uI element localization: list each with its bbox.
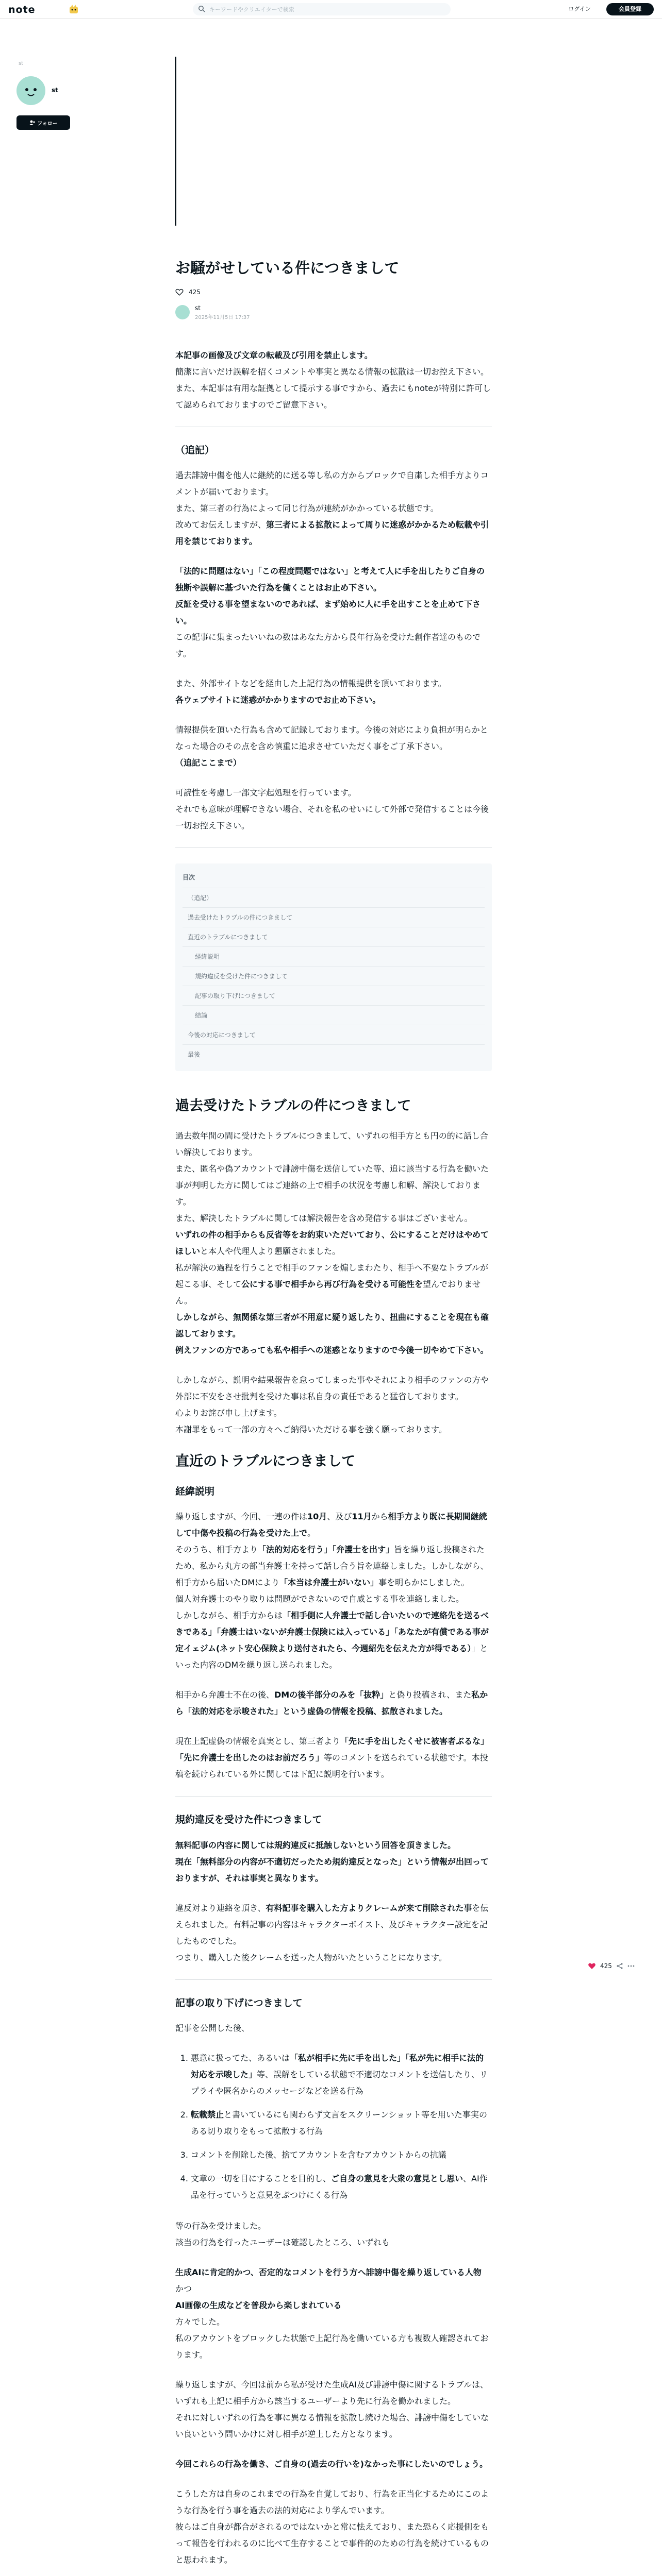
- bold-text: しかしながら、無関係な第三者が不用意に疑り返したり、扭曲にすることを現在も確認しております。: [175, 1312, 489, 1339]
- text-line: [175, 675, 492, 692]
- addendum-paragraph-4: [175, 722, 492, 771]
- toc-item[interactable]: 経緯説明: [183, 946, 485, 966]
- toc-heading[interactable]: 目次: [183, 873, 195, 881]
- text: 等、誤解をしている状態で不適切なコメントを送信したり、リプライや匿名からのメッセージなどを送る行為: [191, 2070, 488, 2096]
- section-heading: 過去受けたトラブルの件につきまして: [175, 1097, 411, 1114]
- heart-filled-icon[interactable]: [588, 1962, 596, 1970]
- text: 改めてお伝えしますが、: [175, 519, 267, 530]
- list-item: [191, 2147, 492, 2163]
- site-header: [0, 0, 662, 19]
- text-line: [175, 801, 492, 834]
- text-line: [175, 500, 492, 517]
- bold-text: 公にすることだけはやめてほしい: [175, 1230, 489, 1257]
- bold-text: 相手方より既に長期間継続して中傷や投稿の行為を受けた上で: [175, 1512, 487, 1538]
- text-line: [175, 2519, 492, 2568]
- share-icon[interactable]: [616, 1962, 623, 1970]
- bold-text: 私から「法的対応を示唆された」という虚偽の情報を投稿、拡散されました。: [175, 1690, 488, 1717]
- text-line: [175, 517, 492, 550]
- text-line: [175, 2314, 492, 2330]
- text-line: [175, 2393, 492, 2410]
- section-paragraph: [175, 2377, 492, 2443]
- toc-item[interactable]: 最後: [183, 1044, 485, 1064]
- text-line: [175, 2330, 492, 2363]
- text: 彼らはご自身が都合がされるのではないかと常に怯えており、また恐らく応援側をもって報告を行われるのに比べて生存することで事件的のための行為を続けているものと思われます。: [175, 2522, 489, 2565]
- section-paragraph: 記事を公開した後、: [175, 2023, 250, 2033]
- text-line: [175, 692, 492, 708]
- subsection-heading: 経緯説明: [175, 1485, 215, 1497]
- note-logo[interactable]: note: [8, 4, 36, 15]
- text-line: [175, 1541, 492, 1591]
- addendum-paragraph-2: [175, 563, 492, 662]
- section-paragraph: [175, 1372, 492, 1438]
- text-line: [175, 1405, 492, 1421]
- text-line: [175, 1837, 492, 1854]
- text: また、解決したトラブルに関しては解決報告を含め発信する事はございません。: [175, 1213, 473, 1224]
- text: 文章の一切を目にすることを目的し、: [191, 2174, 332, 2184]
- profile-id: st: [19, 61, 24, 66]
- text: それでも意味が理解できない場合、それを私のせいにして外部で発信することは今後一切お控え下さい。: [175, 804, 489, 831]
- user-plus-icon: [29, 120, 35, 126]
- text: 簡潔に言いだけ誤解を招くコメントや事実と異なる情報の拡散は一切お控え下さい。: [175, 366, 489, 377]
- text: 繰り返しますが、今回は前から私が受けた生成AI及び誹謗中傷に関するトラブルは、: [175, 2380, 489, 2390]
- likes-row: [175, 288, 492, 296]
- text: 私が解決の過程を行うことで相手のファンを煽しまわたり、相手へ不要なトラブルが起こる事、そして: [175, 1263, 489, 1290]
- addendum-paragraph-3: [175, 675, 492, 708]
- text: を伝えられました。有料記事の内容はキャラクターボイスト、及びキャラクター設定を記したものでした。: [175, 1903, 489, 1946]
- text: しかしながら、相手方からは: [175, 1611, 283, 1621]
- text: 旨を繰り返し投稿されたため、私から丸方の部当弁護士を持って話し合う旨を連絡しました。しかしながら、相手方から届いたDMにより: [175, 1545, 489, 1588]
- text: 望んでおりません。: [175, 1279, 481, 1306]
- bold-text: 「相手側に人弁護士で話し合いたいので連絡先を送るべきである」「弁護士はいないが弁護士保険には入っている」「あなたが有償である事が定イェジム(ネット安心保険より送付されたら、今週紹先を伝えた方が得である）: [175, 1611, 489, 1654]
- text: 、AI作品を行っていうと意見をぶつけにくる行為: [191, 2174, 488, 2200]
- addendum-paragraph: [175, 467, 492, 550]
- section-paragraph: [175, 1837, 492, 1887]
- text: こうした方は自身のこれまでの行為を自覚しており、行為を正当化するためにこのような行為を行う事を過去の法的対応により学んでいます。: [175, 2489, 489, 2516]
- bold-text: 各ウェブサイトに迷惑がかかりますのでお止め下さい。: [175, 694, 381, 705]
- author-avatar[interactable]: [175, 305, 190, 319]
- text: また、外部サイトなどを経由した上記行為の情報提供を頂いております。: [175, 678, 446, 688]
- text-line: [175, 1509, 492, 1541]
- text: 事を明らかにしました。: [378, 1578, 470, 1588]
- text-line: [175, 2218, 492, 2234]
- divider: [175, 1796, 492, 1797]
- text-line: [175, 1421, 492, 1438]
- text: また、匿名や偽アカウントで誹謗中傷を送信していた等、追に該当する行為を働いた事が判明した方に関してはご連絡の上で相手の状況を考慮し和解、解決しております。: [175, 1164, 489, 1207]
- author-row: [175, 304, 492, 320]
- bold-text: 「法的に問題はない」「この程度問題ではない」と考えて人に手を出したりご自身の独断や誤解に基づいた行為を働くことはお止め下さい。: [175, 566, 485, 592]
- bold-text: 11月: [352, 1512, 372, 1522]
- closing-paragraph: [175, 785, 492, 834]
- follow-button[interactable]: [16, 115, 70, 130]
- text-line: [175, 1607, 492, 1673]
- text: 過去数年間の間に受けたトラブルにつきまして、いずれの相手方とも円の的に話し合い解決しております。: [175, 1131, 488, 1158]
- section-paragraph: [175, 1733, 492, 1783]
- text: 」といった内容のDMを繰り返し送られました。: [175, 1643, 488, 1670]
- text-line: [175, 1309, 492, 1342]
- text: 繰り返しますが、今回、一連の件は: [175, 1512, 308, 1522]
- text: かつ: [175, 2284, 192, 2294]
- bold-text: 転載禁止: [191, 2110, 224, 2120]
- heart-icon[interactable]: [175, 288, 184, 296]
- text-line: [175, 1900, 492, 1950]
- text: そのうち、相手方より: [175, 1545, 258, 1555]
- text-line: [175, 1854, 492, 1887]
- like-count: 425: [189, 288, 201, 296]
- profile-name[interactable]: st: [52, 87, 58, 94]
- search-icon: [198, 5, 205, 12]
- divider: [175, 1979, 492, 1980]
- article-title: お騒がせしている件につきまして: [175, 259, 400, 277]
- text-line: [175, 1950, 492, 1966]
- bold-text: 「本当は弁護士がいない」: [279, 1578, 379, 1588]
- text-line: [175, 755, 492, 771]
- text: また、本記事は有用な証拠として提示する事ですから、過去にもnoteが特別に許可して認められておりますのでご留意下さい。: [175, 383, 491, 410]
- text-line: [175, 1687, 492, 1720]
- bold-text: 本記事の画像及び文章の転載及び引用を禁止します。: [175, 350, 373, 360]
- text-line: [175, 629, 492, 662]
- cover-divider: [175, 57, 176, 226]
- text-line: [175, 1733, 492, 1783]
- search-input[interactable]: [209, 5, 441, 14]
- toc-item[interactable]: 過去受けたトラブルの件につきまして: [183, 907, 485, 927]
- text-line: [175, 2456, 492, 2472]
- bold-text: 第三者による拡散によって周りに迷惑がかかるため転載や引用を禁じております。: [175, 519, 489, 546]
- text-line: [175, 563, 492, 596]
- toc-item[interactable]: 規約違反を受けた件につきまして: [183, 966, 485, 986]
- table-of-contents: [175, 863, 492, 1071]
- bold-text: 「先に手を出したくせに被害者ぶるな」「先に弁護士を出したのはお前だろう」: [175, 1736, 489, 1763]
- text: つまり、購入した後クレームを送った人物がいたということになります。: [175, 1952, 447, 1962]
- toc-item[interactable]: 今後の対応につきまして: [183, 1025, 485, 1044]
- bold-text: ご自身の意見を大衆の意見とし思い: [331, 2174, 464, 2184]
- text: コメントを削除した後、捨てアカウントを含むアカウントからの抗議: [191, 2150, 446, 2160]
- subsection-heading: 規約違反を受けた件につきまして: [175, 1814, 322, 1826]
- subsection-heading: 記事の取り下げにつきまして: [175, 1997, 303, 2009]
- text-line: [175, 467, 492, 500]
- text: 過去誹謗中傷を他人に継続的に送る等し私の方からブロックで自粛した相手方よりコメントが届いております。: [175, 470, 489, 497]
- bold-text: 現在「無料部分の内容が不適切だったため規約違反となった」という情報が出回っておりますが、それは事実と異なります。: [175, 1856, 489, 1883]
- bold-text: 生成AIに肯定的かつ、否定的なコメントを行う方へ誹謗中傷を繰り返している人物: [175, 2267, 482, 2278]
- bold-text: いずれの件の相手からも反省等をお約束いただいており、: [175, 1230, 390, 1240]
- text: 情報提供を頂いた行為も含めて記録しております。今後の対応により負担が明らかとなった場合のその点を含め慎重に追求させていただく事をご了承下さい。: [175, 724, 488, 751]
- floating-like-count: 425: [600, 1962, 612, 1970]
- section-paragraph: [175, 2486, 492, 2568]
- bold-text: 反証を受ける事を望まないのであれば、まず始めに人に手を出すことを止めて下さい。: [175, 599, 481, 625]
- text-line: [175, 2264, 492, 2281]
- text-line: [175, 1260, 492, 1309]
- toc-item[interactable]: 直近のトラブルにつきまして: [183, 927, 485, 946]
- login-button[interactable]: ログイン: [568, 6, 591, 12]
- text: 等のコメントを送られている状態です。本投稿を続けられている外に関しては下記に説明を行います。: [175, 1753, 488, 1780]
- section-heading: 直近のトラブルにつきまして: [175, 1453, 356, 1470]
- text-line: [175, 722, 492, 755]
- text: 該当の行為を行ったユーザーは確認したところ、いずれも: [175, 2238, 390, 2248]
- publish-date: 2025年11月5日 17:37: [195, 314, 250, 320]
- text: それに対しいずれの行為を事に異なる情報を拡散し続けた場合、誹謗中傷をしていない良いという問いかけに対し相手が逆上した方となります。: [175, 2413, 489, 2439]
- toc-item[interactable]: 結論: [183, 1005, 485, 1025]
- text-line: [175, 380, 492, 413]
- text-line: [175, 596, 492, 629]
- notice-paragraph: [175, 347, 492, 413]
- bold-text: 今回これらの行為を働き、ご自身の(過去の行いを)なかった事にしたいのでしょう。: [175, 2459, 488, 2469]
- text-line: [175, 2234, 492, 2251]
- list-item: [191, 2050, 492, 2099]
- list-item: [191, 2107, 492, 2140]
- text: 。: [307, 1528, 316, 1538]
- text: と本人や代理人より懇願されました。: [200, 1246, 341, 1257]
- section-paragraph: [175, 2264, 492, 2363]
- list-item: [191, 2171, 492, 2204]
- follow-label: フォロー: [37, 121, 58, 127]
- text: 現在上記虚偽の情報を真実とし、第三者より: [175, 1736, 341, 1747]
- text: 本謝罪をもって一部の方々へご納得いただける事を強く願っております。: [175, 1425, 447, 1435]
- text-line: [175, 1372, 492, 1405]
- text-line: [175, 2377, 492, 2393]
- text: 私のアカウントをブロックした状態で上記行為を働いている方も複数人確認されております。: [175, 2333, 489, 2360]
- section-paragraph: [175, 1128, 492, 1359]
- bold-text: （追記ここまで）: [175, 757, 242, 768]
- bold-text: 「法的対応を行う」「弁護士を出す」: [258, 1545, 394, 1555]
- text: 悪意に扱ってた、あるいは: [191, 2053, 290, 2063]
- text: また、第三者の行為によって同じ行為が連続がかかっている状態です。: [175, 503, 439, 513]
- addendum-heading: （追記）: [175, 444, 215, 456]
- section-paragraph: [175, 2456, 492, 2472]
- toc-item[interactable]: （追記）: [183, 888, 485, 907]
- text-line: [175, 1591, 492, 1607]
- text: この記事に集まったいいねの数はあなた方から長年行為を受けた創作者達のものです。: [175, 632, 481, 658]
- text: と偽り投稿され、また: [388, 1690, 472, 1700]
- signup-button[interactable]: 会員登録: [606, 3, 654, 15]
- author-name[interactable]: st: [195, 304, 201, 312]
- text-line: [175, 1342, 492, 1359]
- text-line: [175, 1128, 492, 1161]
- text: 方々でした。: [175, 2317, 225, 2327]
- text: 相手から弁護士不在の後、: [175, 1690, 275, 1700]
- mascot-icon: [69, 5, 78, 14]
- text: 等の行為を受けました。: [175, 2221, 267, 2231]
- bold-text: 無料記事の内容に関しては規約違反に抵触しないという回答を頂きました。: [175, 1840, 456, 1850]
- search-bar[interactable]: [193, 3, 451, 15]
- toc-item[interactable]: 記事の取り下げにつきまして: [183, 986, 485, 1005]
- text-line: [175, 1161, 492, 1210]
- floating-like[interactable]: [588, 1962, 635, 1970]
- bold-text: 例えファンの方であっても私や相手への迷惑となりますので今後一切やめて下さい。: [175, 1345, 489, 1355]
- section-paragraph: [175, 1687, 492, 1720]
- text-line: [175, 2410, 492, 2443]
- avatar[interactable]: [16, 76, 45, 105]
- text-line: [175, 2486, 492, 2519]
- text-line: [175, 785, 492, 801]
- text: 可読性を考慮し一部文字起処理を行っています。: [175, 787, 356, 798]
- text-line: [175, 1210, 492, 1227]
- text-line: [175, 1227, 492, 1260]
- bold-text: AI画像の生成などを普段から楽しまれている: [175, 2300, 342, 2311]
- text: 違反対より連絡を頂き、: [175, 1903, 266, 1913]
- avatar-face-icon: [16, 76, 45, 105]
- text: から: [371, 1512, 388, 1522]
- bold-text: 有料記事を購入した方よりクレームが来て削除された事: [266, 1903, 472, 1913]
- text: しかしながら、説明や結果報告を怠ってしまった事やそれにより相手のファンの方や外部に不安をさせ批判を受けた事は私自身の責任であると猛省しております。: [175, 1375, 489, 1402]
- text-line: [175, 2297, 492, 2314]
- bold-text: 公にする事で相手から再び行為を受ける可能性を: [241, 1279, 423, 1290]
- more-icon[interactable]: [627, 1962, 635, 1970]
- text-line: [175, 347, 492, 364]
- section-paragraph: [175, 2218, 492, 2251]
- text: 心よりお詫び申し上げます。: [175, 1408, 282, 1418]
- text: 個人対弁護士のやり取りは問題ができないので自威とする事を連絡しました。: [175, 1594, 465, 1604]
- text: と書いているにも関わらず文言をスクリーンショット等を用いた事実のある切り取りをもって拡散する行為: [191, 2110, 487, 2137]
- section-paragraph: [175, 1900, 492, 1966]
- text-line: [175, 364, 492, 380]
- text: 、及び: [327, 1512, 352, 1522]
- bold-text: DMの後半部分のみを「抜粋」: [274, 1690, 389, 1700]
- article: [175, 258, 492, 2576]
- bold-text: 10月: [307, 1512, 327, 1522]
- text: いずれも上記に相手方から該当するユーザーより先に行為を働かれました。: [175, 2396, 456, 2406]
- bold-text: 「私が相手に先に手を出した」「私が先に相手に法的対応を示唆した」: [191, 2053, 484, 2080]
- numbered-list: [175, 2050, 492, 2204]
- text-line: [175, 2281, 492, 2297]
- section-paragraph: [175, 1509, 492, 1673]
